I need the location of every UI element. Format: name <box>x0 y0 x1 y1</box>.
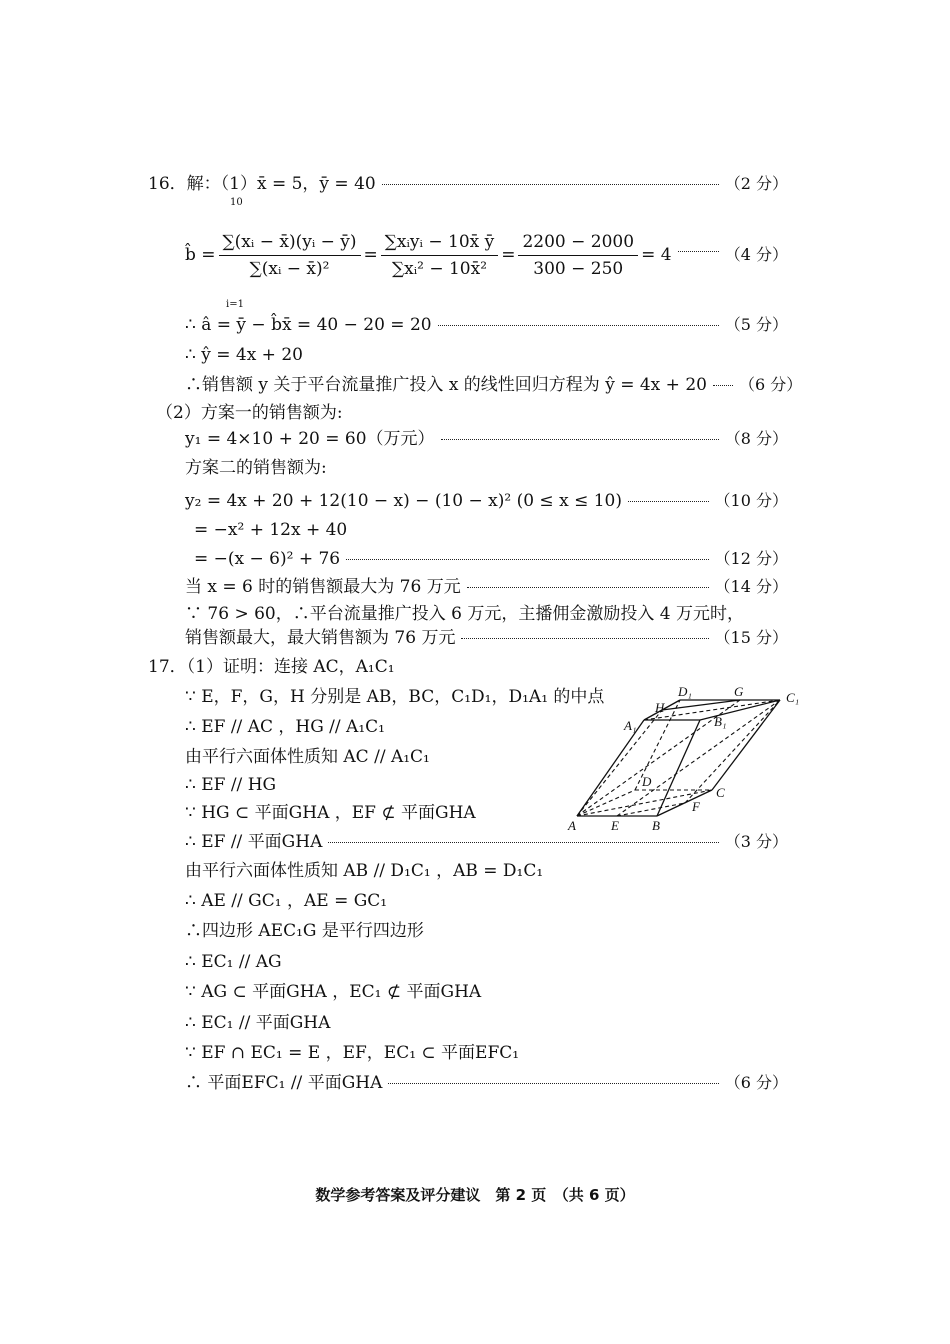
leader-dots <box>441 439 719 440</box>
q16-b-hat-formula <box>185 210 788 300</box>
q17-line-3: ∴ EF // AC ，HG // A₁C₁ <box>185 717 385 737</box>
q16-line-7 <box>185 428 788 450</box>
q16-line-10: = −x² + 12x + 40 <box>194 520 348 540</box>
figure-solid-edges <box>577 700 780 816</box>
q17-line-2: ∵ E，F，G，H 分别是 AB，BC，C₁D₁，D₁A₁ 的中点 <box>185 687 605 707</box>
label-d: D <box>642 774 652 789</box>
label-b: B <box>652 818 660 833</box>
q17-line-12: ∵ AG ⊂ 平面GHA ，EC₁ ⊄ 平面GHA <box>185 982 482 1002</box>
label-e: E <box>611 818 619 833</box>
plan-one-value: y₁ = 4×10 + 20 = 60（万元） <box>185 429 435 449</box>
score-points: （2 分） <box>724 174 788 193</box>
score-points: （6 分） <box>738 375 803 394</box>
regression-equation: ∴销售额 y 关于平台流量推广投入 x 的线性回归方程为 ŷ = 4x + 20 <box>185 375 707 395</box>
fraction-3-numerator: 2200 − 2000 <box>518 231 638 256</box>
q17-line-14: ∵ EF ∩ EC₁ = E ，EF，EC₁ ⊂ 平面EFC₁ <box>185 1043 520 1063</box>
leader-dots <box>678 251 719 252</box>
leader-dots <box>713 385 733 386</box>
fraction-2-denominator: ∑xᵢ² − 10x̄² <box>391 258 488 279</box>
leader-dots <box>628 501 709 502</box>
label-g: G <box>734 684 744 699</box>
leader-dots <box>346 559 708 560</box>
plane-parallel-conclusion: ∴ 平面EFC₁ // 平面GHA <box>185 1073 383 1093</box>
q16-plan-two-heading: 方案二的销售额为: <box>185 458 327 478</box>
label-a1: A₁ <box>624 718 637 733</box>
q16-means: x̄ = 5，ȳ = 40 <box>256 174 376 194</box>
fraction-1-denominator: ∑(xᵢ − x̄)² <box>249 258 330 279</box>
fraction-2-numerator: ∑xᵢyᵢ − 10x̄ ȳ <box>381 231 498 256</box>
q17-line-11: ∴ EC₁ // AG <box>185 952 282 972</box>
completed-square: = −(x − 6)² + 76 <box>194 549 341 569</box>
q16-part2-heading: （2）方案一的销售额为: <box>156 403 343 423</box>
q17-line-5: ∴ EF // HG <box>185 775 277 795</box>
q16-line-13: ∵ 76 > 60，∴平台流量推广投入 6 万元，主播佣金激励投入 4 万元时， <box>185 604 744 624</box>
figure-hidden-edges <box>577 700 780 816</box>
edge-ah-hidden <box>577 710 662 816</box>
fraction-2 <box>381 231 498 280</box>
q17-line-9: ∴ AE // GC₁ ，AE = GC₁ <box>185 891 388 911</box>
leader-dots <box>467 587 709 588</box>
q16-line-12 <box>185 576 788 598</box>
max-statement: 当 x = 6 时的销售额最大为 76 万元 <box>185 577 461 597</box>
b-hat-result: = 4 <box>641 245 672 265</box>
ef-parallel-plane: ∴ EF // 平面GHA <box>185 832 323 852</box>
leader-dots <box>328 842 718 843</box>
equals-sign: = <box>501 245 516 265</box>
plan-two-expression: y₂ = 4x + 20 + 12(10 − x) − (10 − x)² (0 ≤ x ≤ 10) <box>185 491 622 511</box>
label-h: H <box>655 700 665 715</box>
leader-dots <box>438 325 719 326</box>
q16-line-11 <box>194 548 788 570</box>
leader-dots <box>382 184 719 185</box>
q16-line-3 <box>185 314 788 336</box>
fraction-3-denominator: 300 − 250 <box>533 258 624 279</box>
sum-lower-limit: i=1 <box>226 299 244 310</box>
score-points: （14 分） <box>714 577 788 596</box>
leader-dots <box>388 1083 718 1084</box>
score-points: （10 分） <box>714 491 788 510</box>
label-c: C <box>716 785 725 800</box>
q16-line-14 <box>185 627 788 649</box>
conclusion: 销售额最大，最大销售额为 76 万元 <box>185 628 456 648</box>
score-points: （15 分） <box>714 628 788 647</box>
q17-line-13: ∴ EC₁ // 平面GHA <box>185 1013 331 1033</box>
fraction-1 <box>219 231 361 280</box>
score-points: （8 分） <box>724 429 788 448</box>
edge-aa1 <box>577 720 644 816</box>
score-points: （3 分） <box>724 832 788 851</box>
q17-line-10: ∴四边形 AEC₁G 是平行四边形 <box>185 921 424 941</box>
q17-line-8: 由平行六面体性质知 AB // D₁C₁ ，AB = D₁C₁ <box>185 861 544 881</box>
label-f: F <box>692 799 700 814</box>
leader-dots <box>461 638 708 639</box>
edge-fc1-hidden <box>685 700 780 803</box>
a-hat-line: ∴ â = ȳ − b̂x̄ = 40 − 20 = 20 <box>185 315 432 335</box>
q17-line-6: ∵ HG ⊂ 平面GHA ，EF ⊄ 平面GHA <box>185 803 476 823</box>
score-points: （5 分） <box>724 315 788 334</box>
parallelepiped-figure <box>560 680 810 840</box>
label-b1: B₁ <box>714 714 727 729</box>
page-footer: 数学参考答案及评分建议 第 2 页 （共 6 页） <box>315 1186 635 1204</box>
fraction-3 <box>518 231 638 280</box>
q17-line-4: 由平行六面体性质知 AC // A₁C₁ <box>185 747 430 767</box>
score-points: （12 分） <box>714 549 788 568</box>
fraction-1-numerator: ∑(xᵢ − x̄)(yᵢ − ȳ) <box>219 231 361 256</box>
label-a: A <box>568 818 576 833</box>
q17-line-15 <box>185 1072 788 1094</box>
q16-prefix: 16．解：（1） <box>148 174 257 194</box>
score-points: （6 分） <box>724 1073 788 1092</box>
score-points: （4 分） <box>724 245 788 264</box>
label-c1: C₁ <box>786 690 800 705</box>
edge-ef-hidden <box>617 803 685 816</box>
q17-line-1: 17．（1）证明：连接 AC，A₁C₁ <box>148 657 395 677</box>
q16-line-1 <box>148 173 788 195</box>
sum-upper-limit: 10 <box>230 197 243 208</box>
q16-line-5 <box>185 374 803 396</box>
edge-bc <box>657 790 712 816</box>
q16-line-9 <box>185 490 788 512</box>
label-d1: D₁ <box>678 684 692 699</box>
q16-line-4: ∴ ŷ = 4x + 20 <box>185 345 303 365</box>
equals-sign: = <box>363 245 378 265</box>
b-hat-symbol: b̂ = <box>185 245 216 265</box>
